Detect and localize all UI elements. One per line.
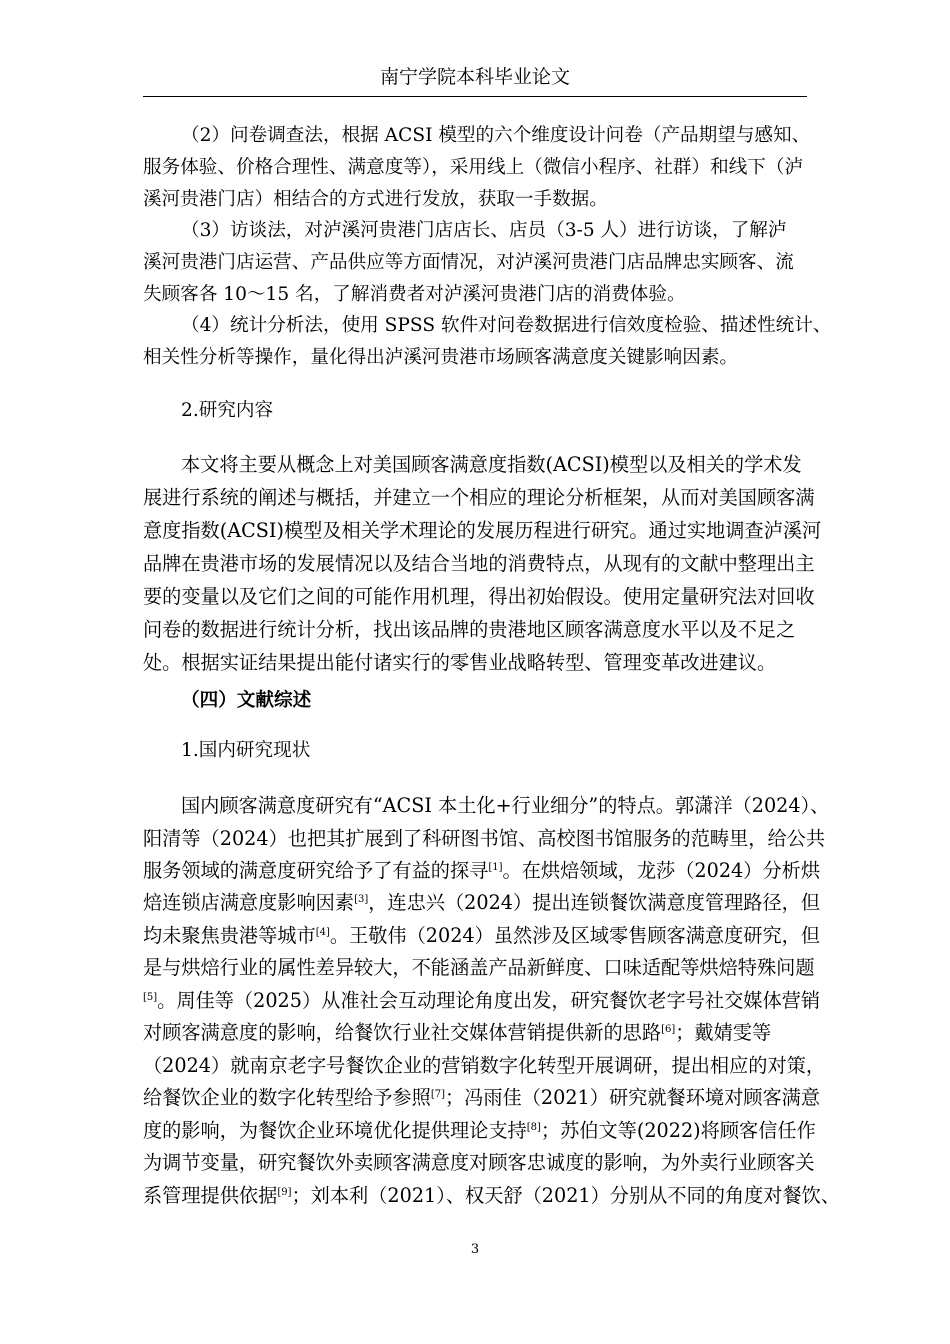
page-header-title: 南宁学院本科毕业论文 [379, 66, 570, 88]
text-line: [5]。周佳等（2025）从准社会互动理论角度出发，研究餐饮老字号社交媒体营销 [143, 989, 821, 1012]
text-line: 服务体验、价格合理性、满意度等），采用线上（微信小程序、社群）和线下（泸 [143, 157, 804, 178]
text-line: 意度指数(ACSI)模型及相关学术理论的发展历程进行研究。通过实地调查泸溪河 [143, 519, 822, 542]
text-line: 给餐饮企业的数字化转型给予参照[7]；冯雨佳（2021）研究就餐环境对顾客满意 [143, 1086, 821, 1109]
citation: [7] [430, 1089, 445, 1100]
text-line: 焙连锁店满意度影响因素[3]，连忠兴（2024）提出连锁餐饮满意度管理路径，但 [143, 891, 821, 914]
section-heading: 1.国内研究现状 [181, 740, 311, 761]
text-line: 失顾客各 10～15 名，了解消费者对泸溪河贵港门店的消费体验。 [143, 284, 686, 305]
citation: [9] [277, 1187, 292, 1198]
text-line: 为调节变量，研究餐饮外卖顾客满意度对顾客忠诚度的影响，为外卖行业顾客关 [143, 1151, 815, 1174]
text-line: 系管理提供依据[9]；刘本利（2021）、权天舒（2021）分别从不同的角度对餐饮、 [143, 1184, 841, 1207]
citation: [1] [488, 862, 503, 873]
text-line: 溪河贵港门店）相结合的方式进行发放，获取一手数据。 [143, 189, 608, 210]
text-line: 度的影响，为餐饮企业环境优化提供理论支持[8]；苏伯文等(2022)将顾客信任作 [143, 1119, 816, 1142]
text-line: 对顾客满意度的影响，给餐饮行业社交媒体营销提供新的思路[6]；戴婧雯等 [143, 1021, 772, 1044]
text-line: 溪河贵港门店运营、产品供应等方面情况，对泸溪河贵港门店品牌忠实顾客、流 [143, 252, 794, 273]
text-line: 是与烘焙行业的属性差异较大，不能涵盖产品新鲜度、口味适配等烘焙特殊问题 [143, 956, 815, 979]
section-heading: （四）文献综述 [181, 690, 312, 711]
text-line: （3）访谈法，对泸溪河贵港门店店长、店员（3-5 人）进行访谈，了解泸 [181, 220, 787, 241]
text-line: 阳清等（2024）也把其扩展到了科研图书馆、高校图书馆服务的范畴里，给公共 [143, 827, 826, 850]
text-line: 相关性分析等操作，量化得出泸溪河贵港市场顾客满意度关键影响因素。 [143, 347, 739, 368]
text-line: 问卷的数据进行统计分析，找出该品牌的贵港地区顾客满意度水平以及不足之 [143, 618, 796, 641]
text-line: （4）统计分析法，使用 SPSS 软件对问卷数据进行信效度检验、描述性统计、 [181, 315, 832, 336]
citation: [6] [661, 1024, 676, 1035]
citation: [8] [526, 1122, 541, 1133]
text-line: 本文将主要从概念上对美国顾客满意度指数(ACSI)模型以及相关的学术发 [181, 453, 802, 476]
text-line: 均未聚焦贵港等城市[4]。王敬伟（2024）虽然涉及区域零售顾客满意度研究，但 [143, 924, 821, 947]
citation: [5] [143, 992, 158, 1003]
text-line: 处。根据实证结果提出能付诸实行的零售业战略转型、管理变革改进建议。 [143, 651, 777, 674]
text-line: 服务领域的满意度研究给予了有益的探寻[1]。在烘焙领域，龙莎（2024）分析烘 [143, 859, 821, 882]
header-rule [143, 96, 807, 97]
text-line: 展进行系统的阐述与概括，并建立一个相应的理论分析框架，从而对美国顾客满 [143, 486, 815, 509]
text-line: 品牌在贵港市场的发展情况以及结合当地的消费特点，从现有的文献中整理出主 [143, 552, 815, 575]
page-number: 3 [470, 1242, 480, 1257]
text-line: 要的变量以及它们之间的可能作用机理，得出初始假设。使用定量研究法对回收 [143, 585, 815, 608]
text-line: 国内顾客满意度研究有“ACSI 本土化+行业细分”的特点。郭潇洋（2024）、 [181, 794, 830, 817]
citation: [4] [315, 927, 330, 938]
citation: [3] [354, 894, 369, 905]
text-line: （2）问卷调查法，根据 ACSI 模型的六个维度设计问卷（产品期望与感知、 [181, 125, 811, 146]
section-heading: 2.研究内容 [181, 400, 274, 421]
text-line: （2024）就南京老字号餐饮企业的营销数字化转型开展调研，提出相应的对策， [143, 1054, 826, 1077]
